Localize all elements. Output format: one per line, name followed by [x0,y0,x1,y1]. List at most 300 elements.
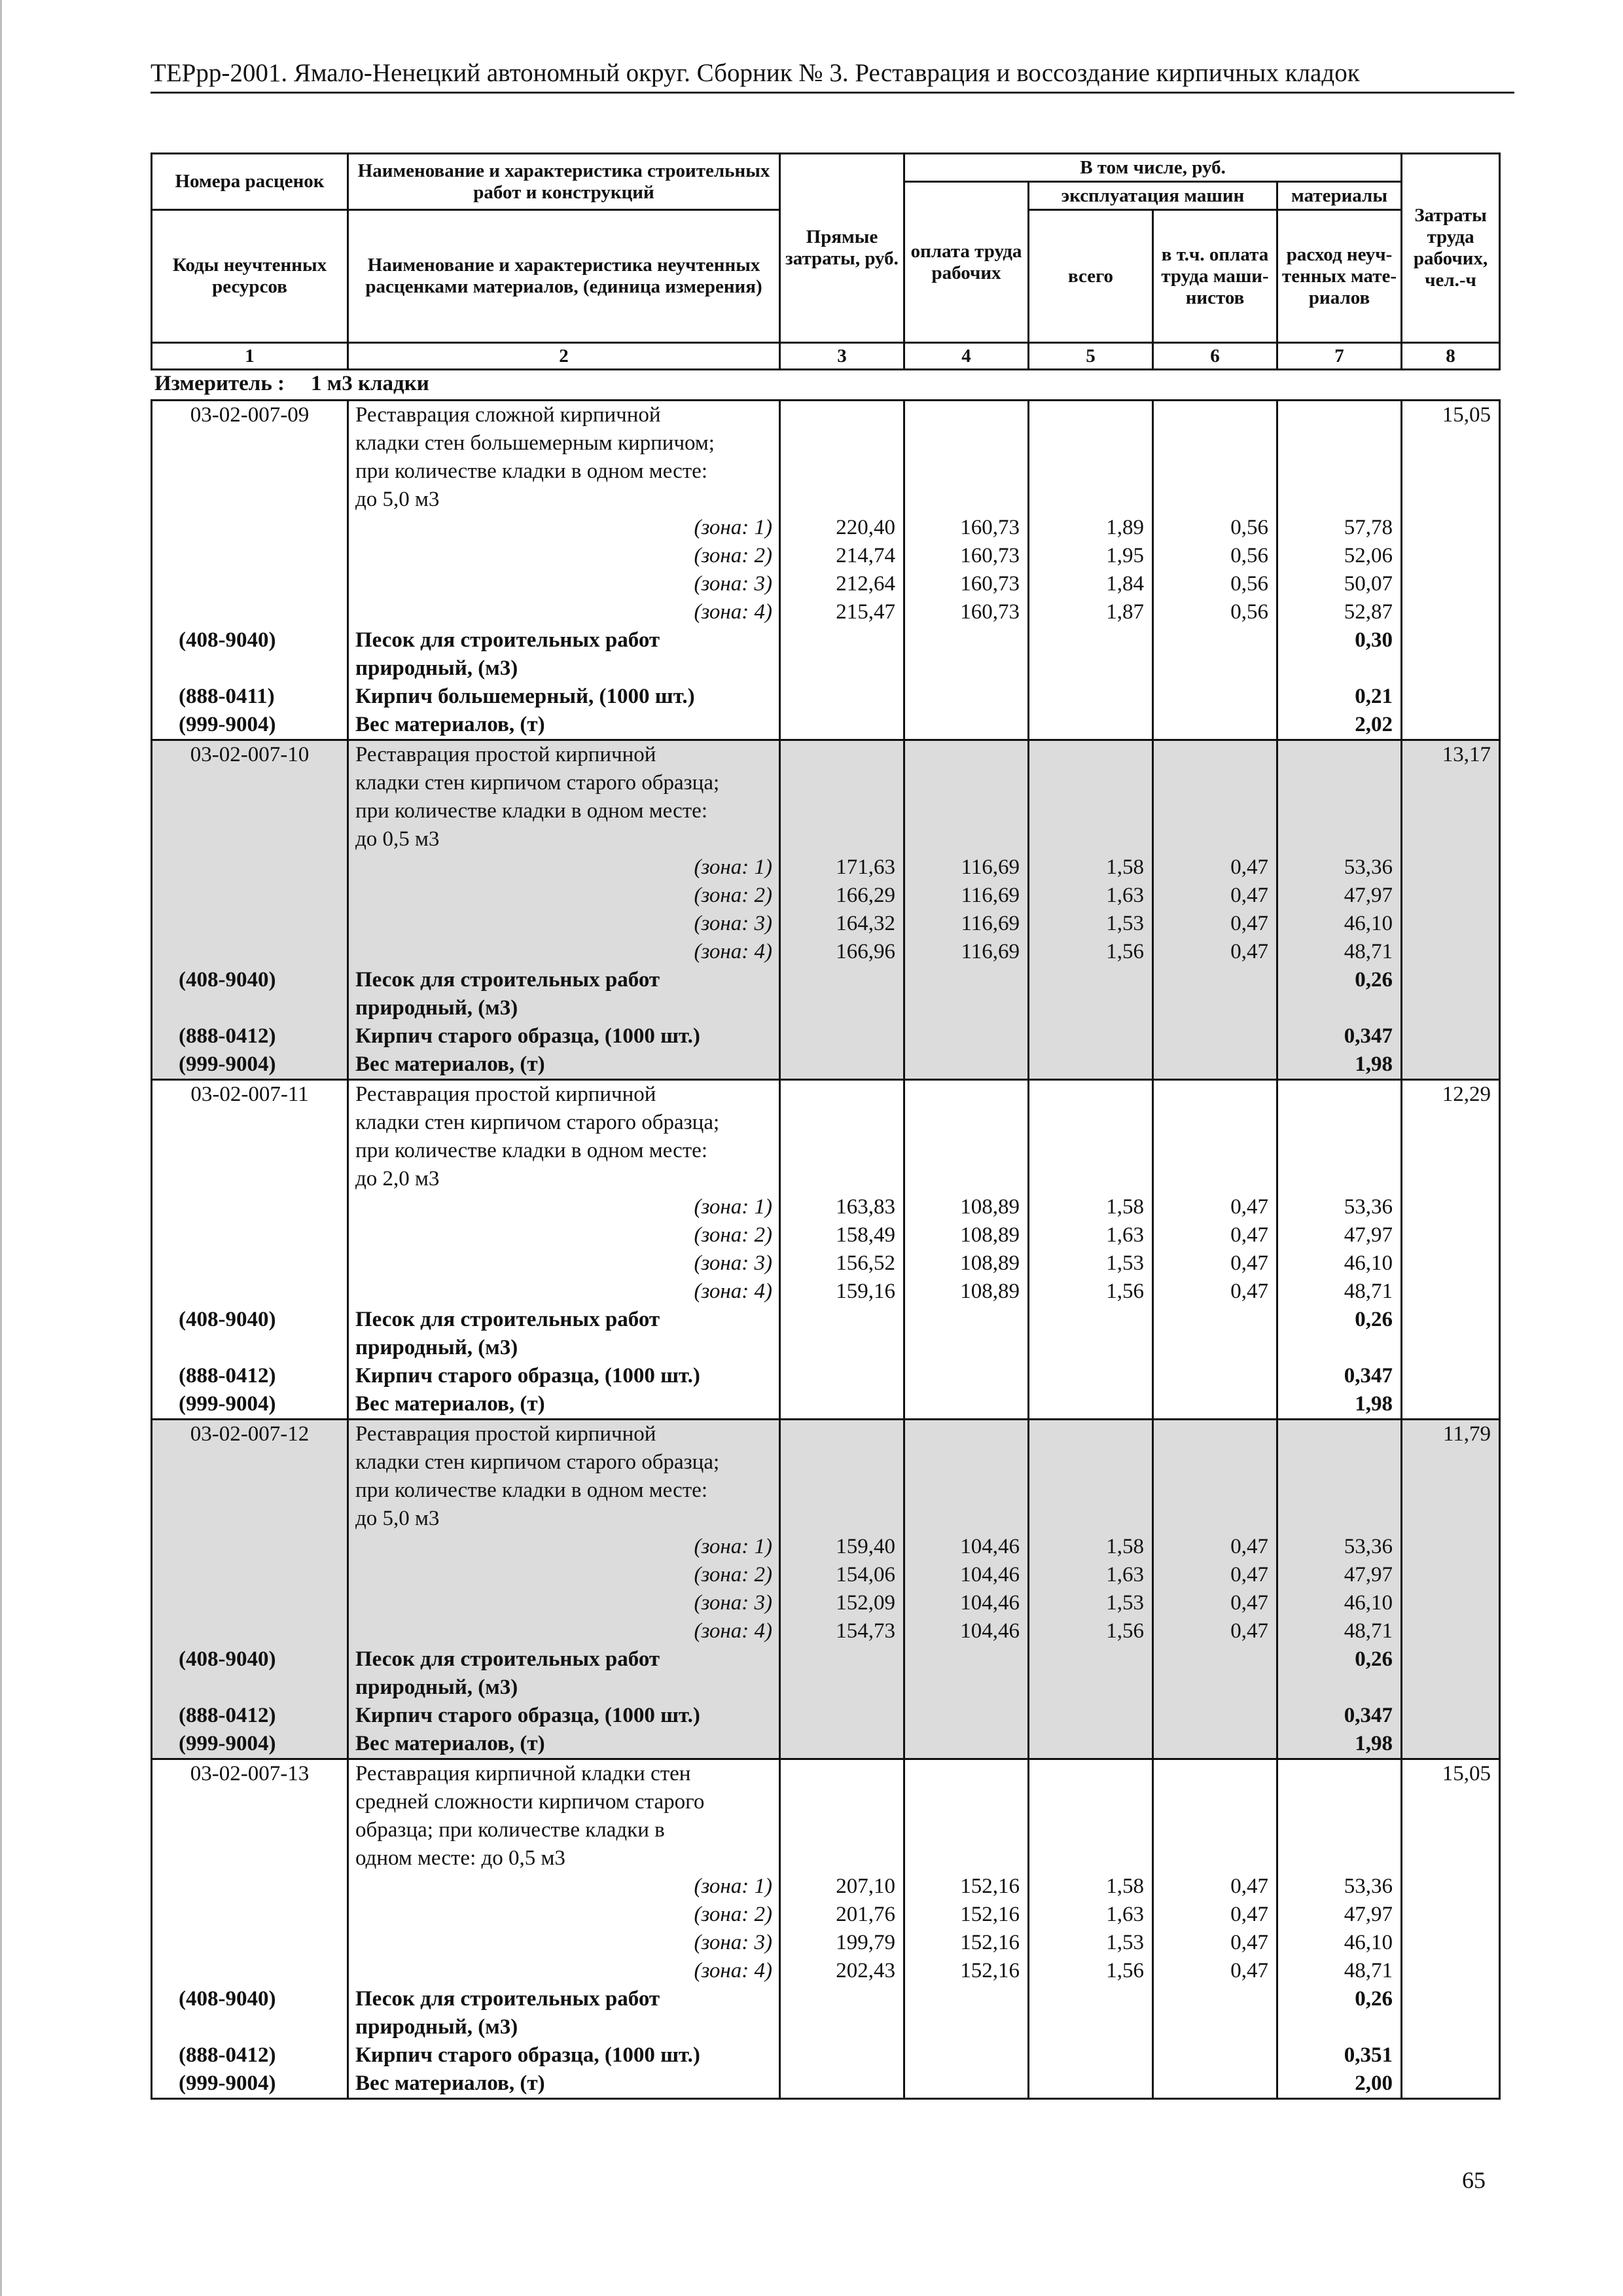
table-cell [1153,1080,1277,1420]
material-name: природный, (м3) [355,1336,518,1359]
blank-line [152,1901,347,1929]
labor-pay: 116,69 [961,855,1020,879]
blank-line [781,1137,903,1165]
labor-cost: 11,79 [1442,1422,1491,1446]
machines-total: 1,63 [1106,1563,1144,1587]
blank-line [1154,1702,1276,1730]
table-cell [1029,740,1153,1080]
machines-labor-pay: 0,47 [1230,884,1268,907]
blank-line [1154,683,1276,711]
blank-line [1029,1730,1152,1758]
blank-line [781,741,903,769]
material-consumption: 1,98 [1355,1392,1393,1416]
blank-line [1278,1505,1400,1533]
page-number: 65 [1462,2167,1486,2193]
header-direct-costs: Прямые затраты, руб. [780,154,904,343]
zone-label: (зона: 2) [694,884,772,907]
zone-label: (зона: 1) [694,855,772,879]
rate-description-line: при количестве кладки в одном месте: [355,799,707,823]
blank-line [152,825,347,853]
rate-description-line: Реставрация простой кирпичной [355,743,656,766]
table-cell [780,740,904,1080]
labor-pay: 104,46 [960,1535,1020,1558]
material-name: Вес материалов, (т) [355,1392,545,1416]
table-cell [1277,740,1402,1080]
labor-pay: 108,89 [960,1195,1020,1219]
resource-code: (888-0412) [179,1364,276,1388]
blank-line [1029,1022,1152,1050]
resource-code: (999-9004) [179,1732,276,1755]
blank-line [152,570,347,598]
blank-line [1154,1334,1276,1362]
blank-line [1029,994,1152,1022]
blank-line [1029,1165,1152,1193]
header-col-number: 7 [1277,343,1402,370]
blank-line [152,598,347,626]
material-name: Кирпич большемерный, (1000 шт.) [355,685,695,708]
blank-line [1029,1645,1152,1674]
material-consumption: 0,26 [1355,968,1393,992]
zone-label: (зона: 4) [694,600,772,624]
blank-line [1029,683,1152,711]
labor-cost: 15,05 [1442,403,1491,427]
direct-cost: 152,09 [836,1591,895,1615]
header-resource-codes: Коды неучтенных ресурсов [152,210,348,343]
materials-cost: 53,36 [1344,1874,1393,1898]
blank-line [1278,486,1400,514]
blank-line [905,711,1027,739]
table-cell [1029,1080,1153,1420]
material-name: Вес материалов, (т) [355,713,545,736]
blank-line [152,882,347,910]
machines-labor-pay: 0,56 [1230,600,1268,624]
machines-labor-pay: 0,47 [1230,912,1268,935]
blank-line [781,1022,903,1050]
rate-description-line: до 2,0 м3 [355,1167,440,1191]
blank-line [781,429,903,457]
blank-line [1029,1505,1152,1533]
machines-total: 1,56 [1106,1280,1144,1303]
zone-label: (зона: 4) [694,940,772,963]
blank-line [1154,2041,1276,2070]
blank-line [1029,1390,1152,1418]
blank-line [152,769,347,797]
blank-line [1154,1674,1276,1702]
direct-cost: 159,40 [836,1535,895,1558]
blank-line [1154,1165,1276,1193]
table-row [152,1080,1500,1420]
blank-line [1029,1477,1152,1505]
table-cell [780,401,904,740]
machines-total: 1,58 [1106,855,1144,879]
materials-cost: 46,10 [1344,1591,1393,1615]
rate-description-line: при количестве кладки в одном месте: [355,1139,707,1162]
material-consumption: 0,347 [1344,1364,1393,1388]
blank-line [1154,655,1276,683]
blank-line [1154,1844,1276,1873]
blank-line [905,1081,1027,1109]
rate-description-line: кладки стен кирпичом старого образца; [355,1450,720,1474]
direct-cost: 166,29 [836,884,895,907]
header-col-number: 5 [1029,343,1153,370]
blank-line [1029,626,1152,655]
zone-label: (зона: 2) [694,544,772,567]
blank-line [1029,797,1152,825]
blank-line [152,1221,347,1249]
blank-line [1154,1477,1276,1505]
blank-line [1154,1985,1276,2013]
labor-cost: 13,17 [1442,743,1491,766]
blank-line [1154,1760,1276,1788]
blank-line [152,910,347,938]
blank-line [905,1674,1027,1702]
direct-cost: 158,49 [836,1223,895,1247]
table-cell [1402,740,1500,1080]
direct-cost: 214,74 [836,544,895,567]
blank-line [1278,825,1400,853]
blank-line [905,769,1027,797]
blank-line [152,1816,347,1844]
table-cell [348,401,780,740]
blank-line [152,1249,347,1278]
table-cell [348,1080,780,1420]
blank-line [781,1081,903,1109]
header-col-number: 8 [1402,343,1500,370]
blank-line [152,514,347,542]
materials-cost: 53,36 [1344,855,1393,879]
material-name: Песок для строительных работ [355,1987,660,2011]
machines-total: 1,58 [1106,1195,1144,1219]
labor-pay: 160,73 [960,516,1020,539]
rate-description-line: Реставрация сложной кирпичной [355,403,661,427]
resource-code: (888-0412) [179,1704,276,1727]
machines-labor-pay: 0,56 [1230,572,1268,596]
table-cell [1029,1759,1153,2099]
blank-line [1029,1985,1152,2013]
blank-line [152,938,347,966]
rate-description-line: до 5,0 м3 [355,1507,440,1530]
labor-pay: 104,46 [960,1591,1020,1615]
materials-cost: 47,97 [1344,884,1393,907]
materials-cost: 48,71 [1344,940,1393,963]
blank-line [152,1137,347,1165]
labor-pay: 160,73 [960,544,1020,567]
blank-line [152,655,347,683]
table-cell [1277,1420,1402,1759]
blank-line [1278,741,1400,769]
blank-line [1278,797,1400,825]
blank-line [905,1137,1027,1165]
blank-line [781,1109,903,1137]
machines-labor-pay: 0,47 [1230,1280,1268,1303]
direct-cost: 163,83 [836,1195,895,1219]
blank-line [1154,2013,1276,2041]
blank-line [781,1050,903,1079]
material-consumption: 0,21 [1355,685,1393,708]
table-cell [1153,401,1277,740]
header-machines: эксплуатация машин [1029,182,1277,210]
blank-line [152,1844,347,1873]
blank-line [781,769,903,797]
material-consumption: 0,30 [1355,628,1393,652]
blank-line [781,1306,903,1334]
zone-label: (зона: 2) [694,1223,772,1247]
materials-cost: 47,97 [1344,1223,1393,1247]
labor-pay: 104,46 [960,1619,1020,1643]
blank-line [905,2041,1027,2070]
material-name: Песок для строительных работ [355,628,660,652]
materials-cost: 47,97 [1344,1563,1393,1587]
blank-line [1029,1362,1152,1390]
table-cell [1153,1420,1277,1759]
table-cell [348,1420,780,1759]
blank-line [1029,1306,1152,1334]
blank-line [152,457,347,486]
table-cell [780,1420,904,1759]
header-including: В том числе, руб. [904,154,1402,182]
material-consumption: 0,347 [1344,1024,1393,1048]
table-cell [1402,1420,1500,1759]
resource-code: (888-0412) [179,1024,276,1048]
machines-labor-pay: 0,47 [1230,1874,1268,1898]
machines-labor-pay: 0,47 [1230,940,1268,963]
blank-line [152,1957,347,1985]
machines-labor-pay: 0,47 [1230,1195,1268,1219]
machines-total: 1,63 [1106,1903,1144,1926]
blank-line [905,1477,1027,1505]
blank-line [152,1589,347,1617]
table-cell [904,1080,1029,1420]
material-name: Вес материалов, (т) [355,1732,545,1755]
zone-label: (зона: 3) [694,1591,772,1615]
rate-description-line: Реставрация простой кирпичной [355,1083,656,1106]
table-cell [1402,1759,1500,2099]
blank-line [152,853,347,882]
blank-line [1278,1844,1400,1873]
materials-cost: 50,07 [1344,572,1393,596]
blank-line [905,1165,1027,1193]
materials-cost: 52,06 [1344,544,1393,567]
blank-line [152,1533,347,1561]
direct-cost: 215,47 [836,600,895,624]
rate-description-line: до 0,5 м3 [355,827,440,851]
direct-cost: 166,96 [836,940,895,963]
blank-line [1278,1448,1400,1477]
blank-line [1154,1137,1276,1165]
direct-cost: 154,06 [836,1563,895,1587]
table-cell [904,1759,1029,2099]
table-cell [780,1759,904,2099]
table-header [151,152,1501,370]
blank-line [152,1929,347,1957]
material-name: Кирпич старого образца, (1000 шт.) [355,2043,700,2067]
labor-pay: 160,73 [960,572,1020,596]
resource-code: (408-9040) [179,1308,276,1331]
rate-code: 03-02-007-12 [190,1422,310,1446]
labor-pay: 108,89 [960,1251,1020,1275]
table-cell [1153,1759,1277,2099]
rates-table [151,399,1501,2100]
blank-line [1154,1730,1276,1758]
material-name: Кирпич старого образца, (1000 шт.) [355,1364,700,1388]
blank-line [152,1109,347,1137]
blank-line [1278,1334,1400,1362]
blank-line [781,825,903,853]
blank-line [1154,741,1276,769]
table-cell [904,401,1029,740]
blank-line [905,1985,1027,2013]
blank-line [1029,1702,1152,1730]
machines-total: 1,58 [1106,1874,1144,1898]
resource-code: (408-9040) [179,968,276,992]
blank-line [152,1477,347,1505]
blank-line [152,1788,347,1816]
machines-labor-pay: 0,47 [1230,1591,1268,1615]
blank-line [781,1165,903,1193]
blank-line [905,401,1027,429]
blank-line [781,1362,903,1390]
zone-label: (зона: 4) [694,1280,772,1303]
material-consumption: 0,347 [1344,1704,1393,1727]
blank-line [1278,1477,1400,1505]
blank-line [1154,1788,1276,1816]
resource-code: (999-9004) [179,713,276,736]
material-name: природный, (м3) [355,656,518,680]
rate-description-line: до 5,0 м3 [355,488,440,511]
blank-line [1278,2013,1400,2041]
machines-labor-pay: 0,56 [1230,516,1268,539]
material-name: Песок для строительных работ [355,1308,660,1331]
labor-pay: 116,69 [961,940,1020,963]
blank-line [1154,1505,1276,1533]
rate-description-line: средней сложности кирпичом старого [355,1790,705,1814]
blank-line [781,1390,903,1418]
blank-line [905,683,1027,711]
blank-line [1278,1816,1400,1844]
blank-line [1029,2013,1152,2041]
blank-line [905,429,1027,457]
resource-code: (888-0412) [179,2043,276,2067]
blank-line [152,1617,347,1645]
zone-label: (зона: 2) [694,1563,772,1587]
rate-description-line: кладки стен кирпичом старого образца; [355,1111,720,1134]
labor-pay: 152,16 [960,1874,1020,1898]
blank-line [1029,741,1152,769]
blank-line [781,457,903,486]
table-cell [1029,1420,1153,1759]
blank-line [781,1816,903,1844]
material-consumption: 0,26 [1355,1987,1393,2011]
header-col-number: 2 [348,343,780,370]
blank-line [1154,626,1276,655]
table-cell [904,740,1029,1080]
table-cell [348,740,780,1080]
blank-line [905,1022,1027,1050]
blank-line [152,542,347,570]
material-consumption: 1,98 [1355,1052,1393,1076]
machines-labor-pay: 0,56 [1230,544,1268,567]
rate-code: 03-02-007-13 [190,1762,310,1785]
blank-line [781,1334,903,1362]
machines-total: 1,56 [1106,1959,1144,1982]
machines-labor-pay: 0,47 [1230,1903,1268,1926]
table-cell [1277,1759,1402,2099]
blank-line [1029,1334,1152,1362]
resource-code: (408-9040) [179,1987,276,2011]
blank-line [781,966,903,994]
machines-total: 1,58 [1106,1535,1144,1558]
header-labor-cost: Затраты труда рабочих, чел.-ч [1402,154,1500,343]
materials-cost: 48,71 [1344,1959,1393,1982]
blank-line [1278,1420,1400,1448]
machines-total: 1,53 [1106,912,1144,935]
blank-line [1029,655,1152,683]
resource-code: (408-9040) [179,628,276,652]
zone-label: (зона: 4) [694,1959,772,1982]
blank-line [1154,1109,1276,1137]
machines-labor-pay: 0,47 [1230,855,1268,879]
blank-line [905,825,1027,853]
table-cell [152,740,348,1080]
blank-line [1154,825,1276,853]
blank-line [1029,1448,1152,1477]
blank-line [152,1165,347,1193]
machines-total: 1,56 [1106,940,1144,963]
measure-line [154,372,429,396]
blank-line [905,486,1027,514]
table-cell [152,1080,348,1420]
header-col-number: 6 [1153,343,1277,370]
blank-line [1029,1109,1152,1137]
materials-cost: 47,97 [1344,1903,1393,1926]
rate-description-line: Реставрация простой кирпичной [355,1422,656,1446]
materials-cost: 46,10 [1344,912,1393,935]
blank-line [1154,457,1276,486]
blank-line [152,994,347,1022]
blank-line [781,1448,903,1477]
blank-line [1154,1050,1276,1079]
materials-cost: 57,78 [1344,516,1393,539]
blank-line [1278,655,1400,683]
header-material-name: Наименование и характеристика неучтенных расценками материалов, (единица измерения) [348,210,780,343]
blank-line [1029,1050,1152,1079]
blank-line [1154,1420,1276,1448]
machines-labor-pay: 0,47 [1230,1251,1268,1275]
materials-cost: 53,36 [1344,1195,1393,1219]
direct-cost: 207,10 [836,1874,895,1898]
blank-line [905,1420,1027,1448]
blank-line [781,626,903,655]
material-name: природный, (м3) [355,1676,518,1699]
blank-line [1029,1674,1152,1702]
table-cell [1402,1080,1500,1420]
blank-line [781,1702,903,1730]
labor-pay: 152,16 [960,1903,1020,1926]
blank-line [1154,1816,1276,1844]
blank-line [905,797,1027,825]
zone-label: (зона: 1) [694,1195,772,1219]
blank-line [905,2070,1027,2098]
blank-line [905,1505,1027,1533]
blank-line [1278,1674,1400,1702]
material-name: Вес материалов, (т) [355,1052,545,1076]
blank-line [152,1561,347,1589]
blank-line [781,486,903,514]
blank-line [1154,769,1276,797]
blank-line [781,1477,903,1505]
blank-line [152,429,347,457]
machines-total: 1,53 [1106,1251,1144,1275]
